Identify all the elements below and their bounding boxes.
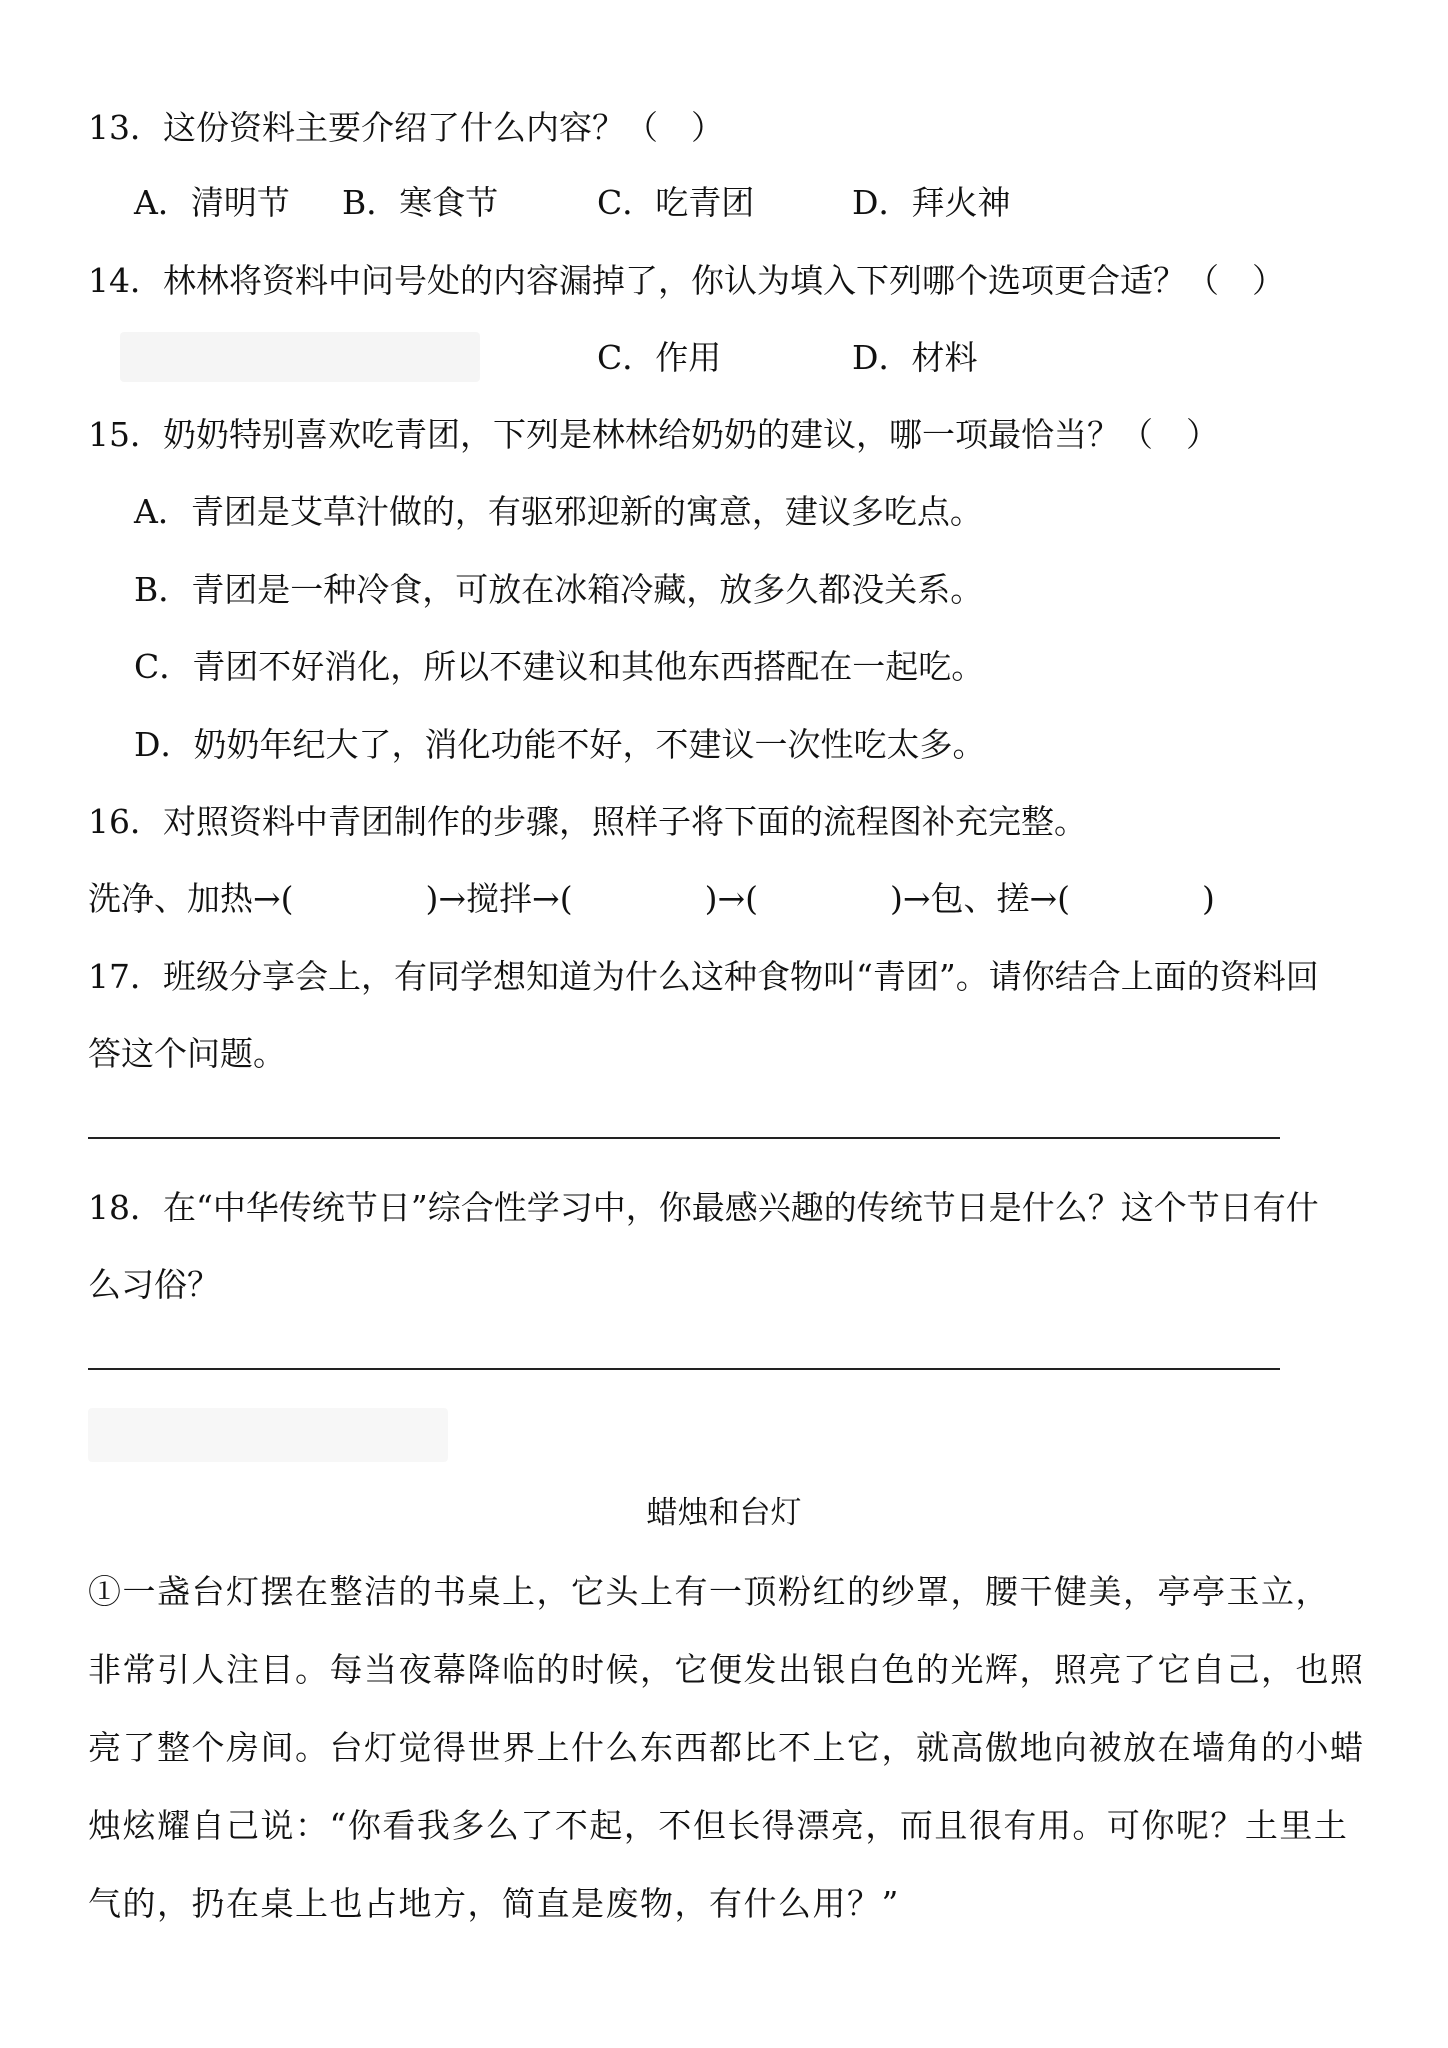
passage-line: 非常引人注目。每当夜幕降临的时候，它便发出银白色的光辉，照亮了它自己，也照 bbox=[88, 1650, 1365, 1689]
question-18-stem: 18．在“中华传统节日”综合性学习中，你最感兴趣的传统节日是什么？这个节日有什 bbox=[88, 1188, 1319, 1227]
q13-option-b: B．寒食节 bbox=[342, 183, 499, 222]
q13-option-d: D．拜火神 bbox=[852, 183, 1011, 222]
passage-line: ①一盏台灯摆在整洁的书桌上，它头上有一顶粉红的纱罩，腰干健美，亭亭玉立， bbox=[88, 1572, 1330, 1611]
question-17-stem: 17．班级分享会上，有同学想知道为什么这种食物叫“青团”。请你结合上面的资料回 bbox=[88, 957, 1319, 996]
q18-answer-line bbox=[88, 1368, 1280, 1370]
question-13-stem: 13．这份资料主要介绍了什么内容？（ ） bbox=[88, 108, 724, 147]
question-14-stem: 14．林林将资料中问号处的内容漏掉了，你认为填入下列哪个选项更合适？（ ） bbox=[88, 261, 1285, 300]
q14-option-d: D．材料 bbox=[852, 338, 978, 377]
question-16-stem: 16．对照资料中青团制作的步骤，照样子将下面的流程图补充完整。 bbox=[88, 802, 1087, 841]
q15-option-a: A．青团是艾草汁做的，有驱邪迎新的寓意，建议多吃点。 bbox=[134, 492, 983, 531]
passage-line: 亮了整个房间。台灯觉得世界上什么东西都比不上它，就高傲地向被放在墙角的小蜡 bbox=[88, 1728, 1365, 1767]
q16-flowchart: 洗净、加热→( )→搅拌→( )→( )→包、搓→( ) bbox=[88, 879, 1215, 918]
q15-option-c: C．青团不好消化，所以不建议和其他东西搭配在一起吃。 bbox=[134, 647, 985, 686]
q14-option-c: C．作用 bbox=[597, 338, 722, 377]
q15-option-b: B．青团是一种冷食，可放在冰箱冷藏，放多久都没关系。 bbox=[134, 570, 984, 609]
erased-options-area bbox=[120, 332, 480, 382]
question-17-stem-cont: 答这个问题。 bbox=[88, 1034, 286, 1073]
question-15-stem: 15．奶奶特别喜欢吃青团，下列是林林给奶奶的建议，哪一项最恰当？（ ） bbox=[88, 415, 1219, 454]
passage-line: 烛炫耀自己说：“你看我多么了不起，不但长得漂亮，而且很有用。可你呢？土里土 bbox=[88, 1806, 1349, 1845]
q13-option-c: C．吃青团 bbox=[597, 183, 755, 222]
passage-line: 气的，扔在桌上也占地方，简直是废物，有什么用？” bbox=[88, 1884, 900, 1923]
erased-heading-area bbox=[88, 1408, 448, 1462]
passage-title: 蜡烛和台灯 bbox=[646, 1495, 802, 1531]
q13-option-a: A．清明节 bbox=[134, 183, 290, 222]
question-18-stem-cont: 么习俗？ bbox=[88, 1265, 220, 1304]
q17-answer-line bbox=[88, 1137, 1280, 1139]
q15-option-d: D．奶奶年纪大了，消化功能不好，不建议一次性吃太多。 bbox=[134, 725, 986, 764]
